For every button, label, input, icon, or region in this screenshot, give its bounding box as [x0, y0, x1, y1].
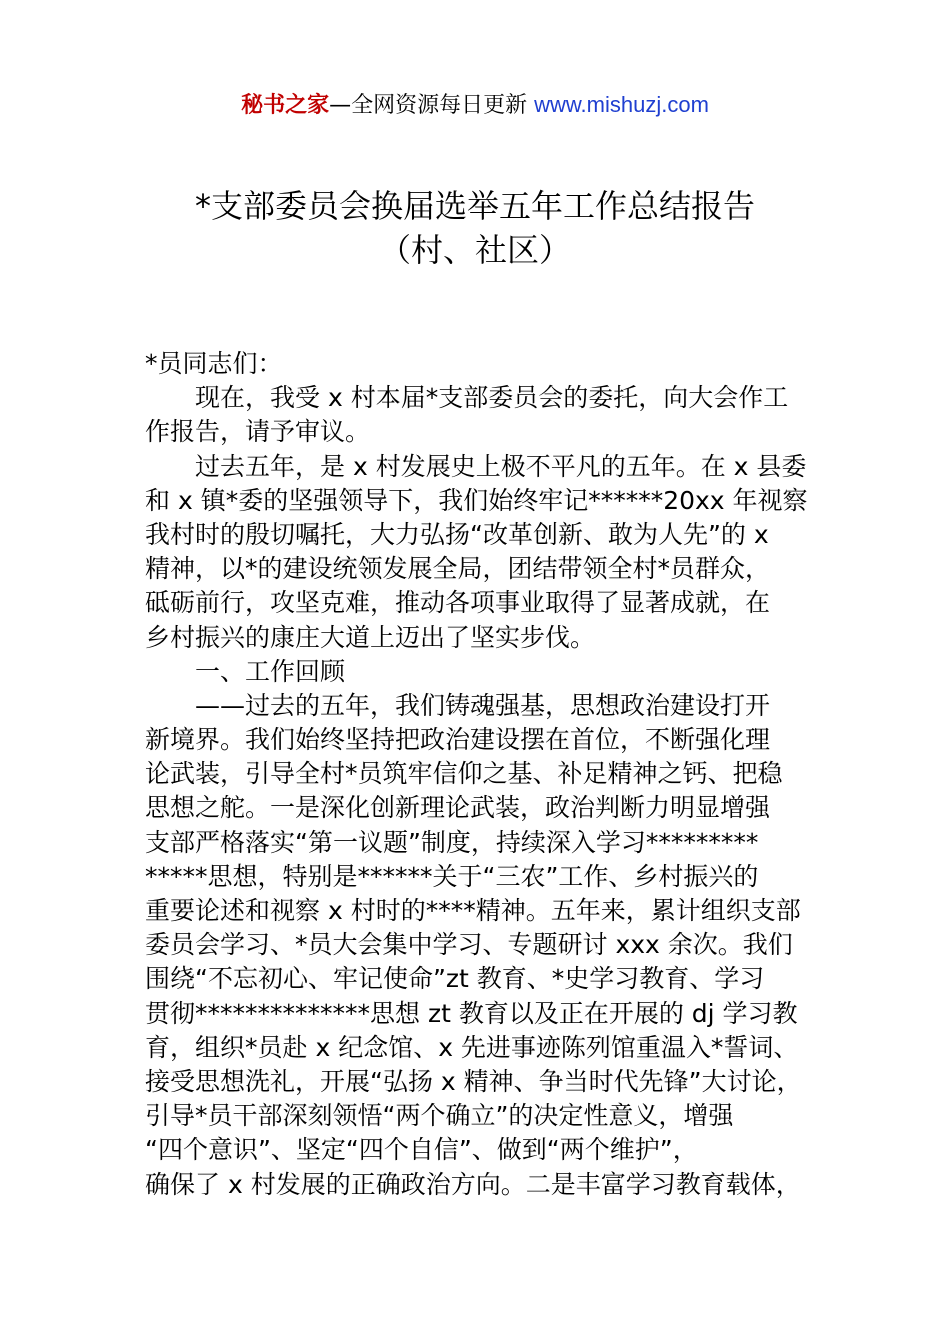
salutation: *员同志们：: [145, 349, 283, 378]
site-brand: 秘书之家: [241, 93, 330, 118]
site-url[interactable]: www.mishuzj.com: [534, 92, 709, 117]
paragraph-line: 接受思想洗礼，开展“弘扬 x 精神、争当时代先锋”大讨论，: [145, 1066, 802, 1096]
paragraph-line: “四个意识”、坚定“四个自信”、做到“两个维护”，: [145, 1135, 698, 1165]
paragraph-line: 和 x 镇*委的坚强领导下，我们始终牢记******20xx 年视察: [145, 485, 808, 515]
site-header: [0, 88, 950, 123]
paragraph-line: 作报告，请予审议。: [145, 417, 371, 447]
paragraph-line: 现在，我受 x 村本届*支部委员会的委托，向大会作工: [195, 383, 789, 413]
paragraph-line: 育，组织*员赴 x 纪念馆、x 先进事迹陈列馆重温入*誓词、: [145, 1032, 799, 1062]
paragraph-line: 委员会学习、*员大会集中学习、专题研讨 xxx 余次。我们: [145, 930, 793, 960]
paragraph-line: 重要论述和视察 x 村时的****精神。五年来，累计组织支部: [145, 896, 801, 925]
site-tagline: —全网资源每日更新: [329, 93, 535, 118]
paragraph-line: ——过去的五年，我们铸魂强基，思想政治建设打开: [195, 690, 771, 720]
paragraph-line: 引导*员干部深刻领悟“两个确立”的决定性意义，增强: [145, 1101, 734, 1131]
paragraph-line: 思想之舵。一是深化创新理论武装，政治判断力明显增强: [145, 793, 771, 823]
paragraph-line: *****思想，特别是******关于“三农”工作、乡村振兴的: [145, 861, 759, 891]
paragraph-line: 新境界。我们始终坚持把政治建设摆在首位，不断强化理: [145, 725, 771, 755]
document-body: [145, 347, 845, 1202]
paragraph-line: 贯彻**************思想 zt 教育以及正在开展的 dj 学习教: [145, 998, 798, 1028]
paragraph-line: 砥砺前行，攻坚克难，推动各项事业取得了显著成就，在: [145, 588, 771, 618]
paragraph-line: 确保了 x 村发展的正确政治方向。二是丰富学习教育载体，: [145, 1169, 801, 1199]
section-heading: 一、工作回顾: [195, 656, 346, 686]
document-title: *支部委员会换届选举五年工作总结报告: [194, 187, 755, 225]
paragraph-line: 精神，以*的建设统领发展全局，团结带领全村*员群众，: [145, 554, 771, 584]
paragraph-line: 支部严格落实“第一议题”制度，持续深入学习*********: [145, 827, 759, 857]
paragraph-line: 论武装，引导全村*员筑牢信仰之基、补足精神之钙、把稳: [145, 759, 783, 789]
paragraph-line: 乡村振兴的康庄大道上迈出了坚实步伐。: [145, 622, 596, 652]
paragraph-line: 我村时的殷切嘱托，大力弘扬“改革创新、敢为人先”的 x: [145, 519, 769, 549]
paragraph-line: 围绕“不忘初心、牢记使命”zt 教育、*史学习教育、学习: [145, 964, 765, 994]
document-subtitle: （村、社区）: [378, 231, 571, 269]
paragraph-line: 过去五年，是 x 村发展史上极不平凡的五年。在 x 县委: [195, 451, 807, 481]
